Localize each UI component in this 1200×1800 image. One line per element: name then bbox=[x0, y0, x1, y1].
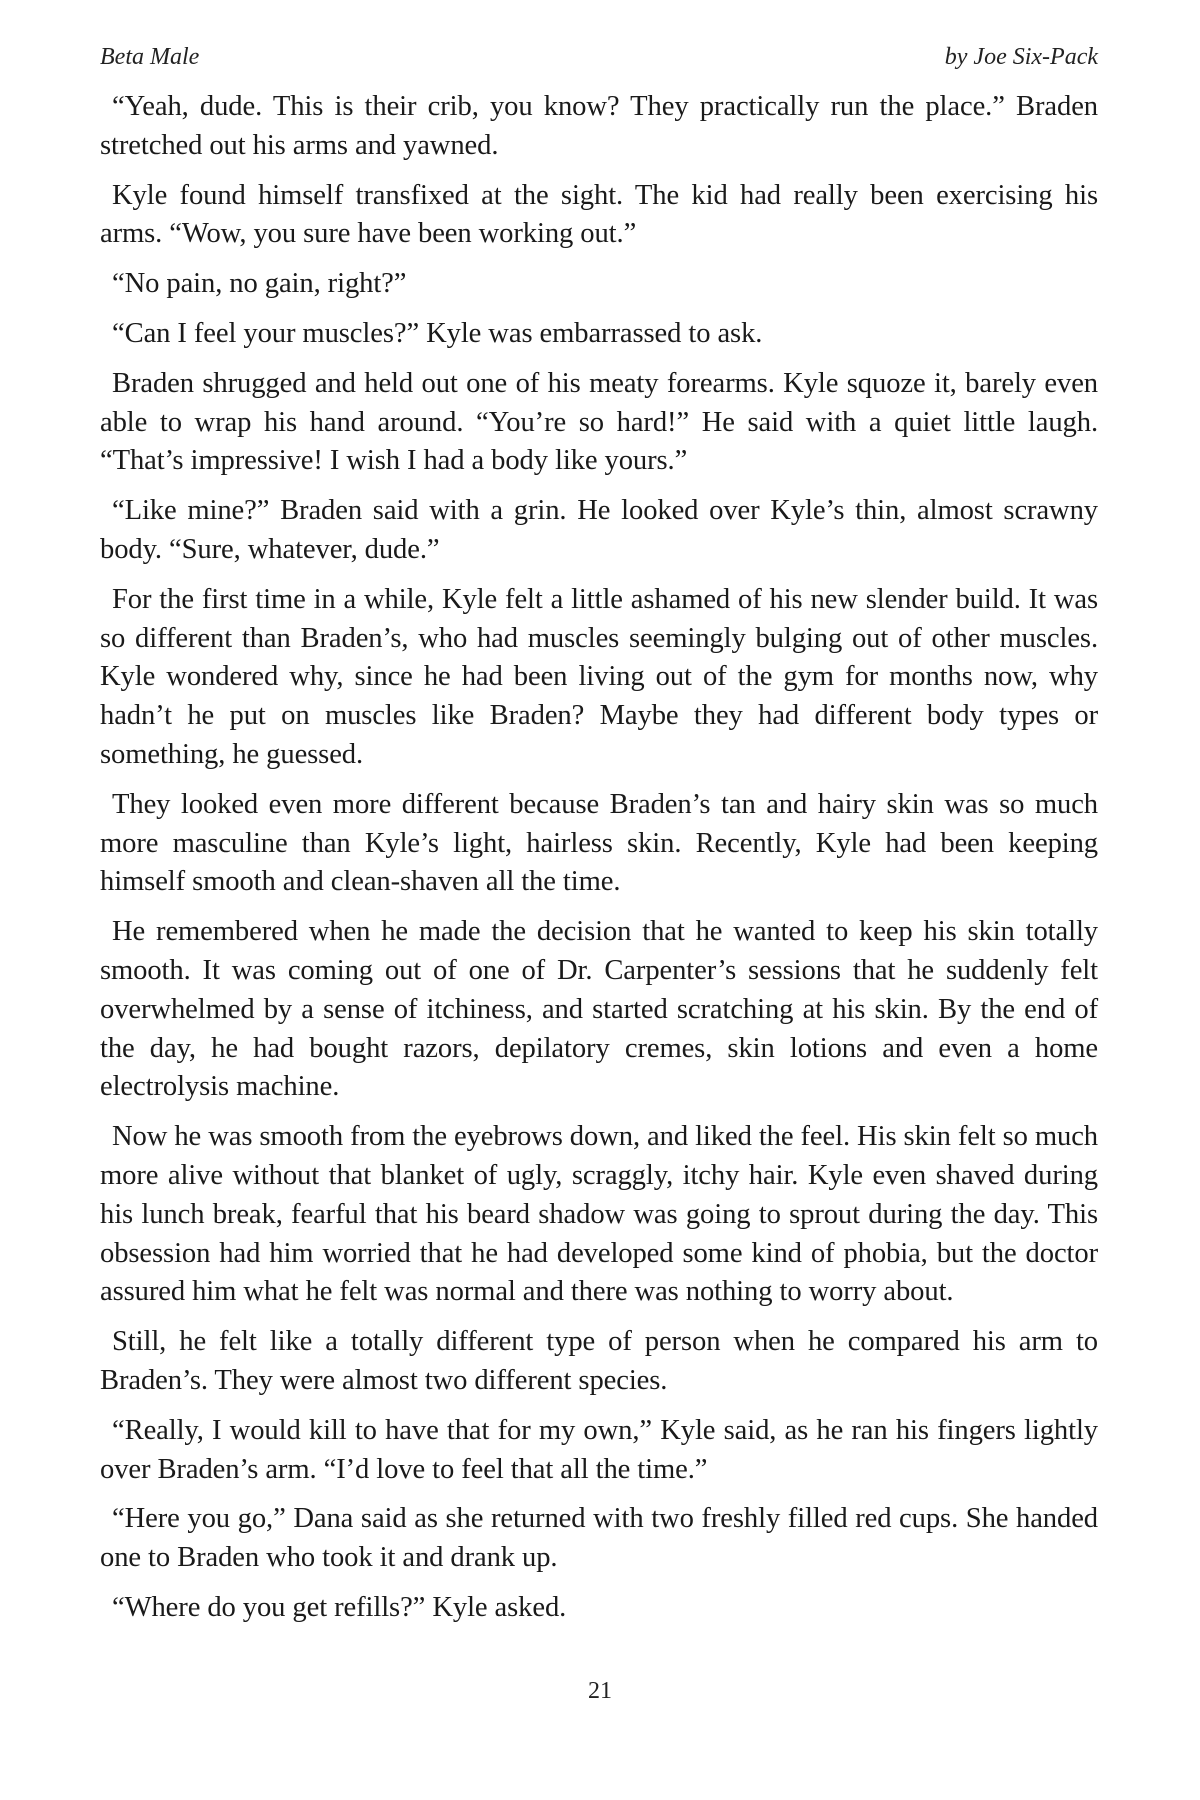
paragraph: “Can I feel your muscles?” Kyle was embarrassed to ask. bbox=[112, 317, 763, 349]
paragraph: They looked even more different because Braden’s tan and hairy skin was so much more masculine than Kyle’s light, hairless skin. Recently, Kyle had been keeping himself smooth and clean-shaven all the time. bbox=[100, 788, 1098, 898]
running-head bbox=[100, 44, 1098, 74]
paragraph: Now he was smooth from the eyebrows down, and liked the feel. His skin felt so much more alive without that blanket of ugly, scraggly, itchy hair. Kyle even shaved during his lunch break, fearful that his beard shadow was going to sprout during the day. This obsession had him worried that he had developed some kind of phobia, but the doctor assured him what he felt was normal and there was nothing to worry about. bbox=[100, 1121, 1098, 1308]
paragraph: For the first time in a while, Kyle felt a little ashamed of his new slender build. It was so different than Braden’s, who had muscles seemingly bulging out of other muscles. Kyle wondered why, since he had been living out of the gym for months now, why hadn’t he put on muscles like Braden? Maybe they had different body types or something, he guessed. bbox=[100, 583, 1098, 770]
body-text bbox=[100, 88, 1098, 1639]
paragraph: “Really, I would kill to have that for my own,” Kyle said, as he ran his fingers lightly over Braden’s arm. “I’d love to feel that all the time.” bbox=[100, 1414, 1098, 1485]
book-title: Beta Male bbox=[100, 44, 200, 70]
paragraph: Kyle found himself transfixed at the sight. The kid had really been exercising his arms. “Wow, you sure have been working out.” bbox=[100, 179, 1098, 250]
paragraph: “Yeah, dude. This is their crib, you know? They practically run the place.” Braden stretched out his arms and yawned. bbox=[100, 91, 1098, 161]
paragraph: “Like mine?” Braden said with a grin. He looked over Kyle’s thin, almost scrawny body. “Sure, whatever, dude.” bbox=[100, 495, 1098, 565]
paragraph: “No pain, no gain, right?” bbox=[112, 268, 407, 300]
paragraph: Still, he felt like a totally different type of person when he compared his arm to Braden’s. They were almost two different species. bbox=[100, 1326, 1098, 1396]
page-number: 21 bbox=[588, 1678, 612, 1704]
author-byline: by Joe Six-Pack bbox=[944, 44, 1098, 70]
paragraph: “Here you go,” Dana said as she returned with two freshly filled red cups. She handed one to Braden who took it and drank up. bbox=[100, 1503, 1098, 1574]
paragraph: Braden shrugged and held out one of his meaty forearms. Kyle squoze it, barely even able to wrap his hand around. “You’re so hard!” He said with a quiet little laugh. “That’s impressive! I wish I had a body like yours.” bbox=[100, 367, 1098, 477]
paragraph: He remembered when he made the decision that he wanted to keep his skin totally smooth. It was coming out of one of Dr. Carpenter’s sessions that he suddenly felt overwhelmed by a sense of itchiness, and started scratching at his skin. By the end of the day, he had bought razors, depilatory cremes, skin lotions and even a home electrolysis machine. bbox=[100, 916, 1098, 1103]
paragraph: “Where do you get refills?” Kyle asked. bbox=[112, 1591, 567, 1623]
